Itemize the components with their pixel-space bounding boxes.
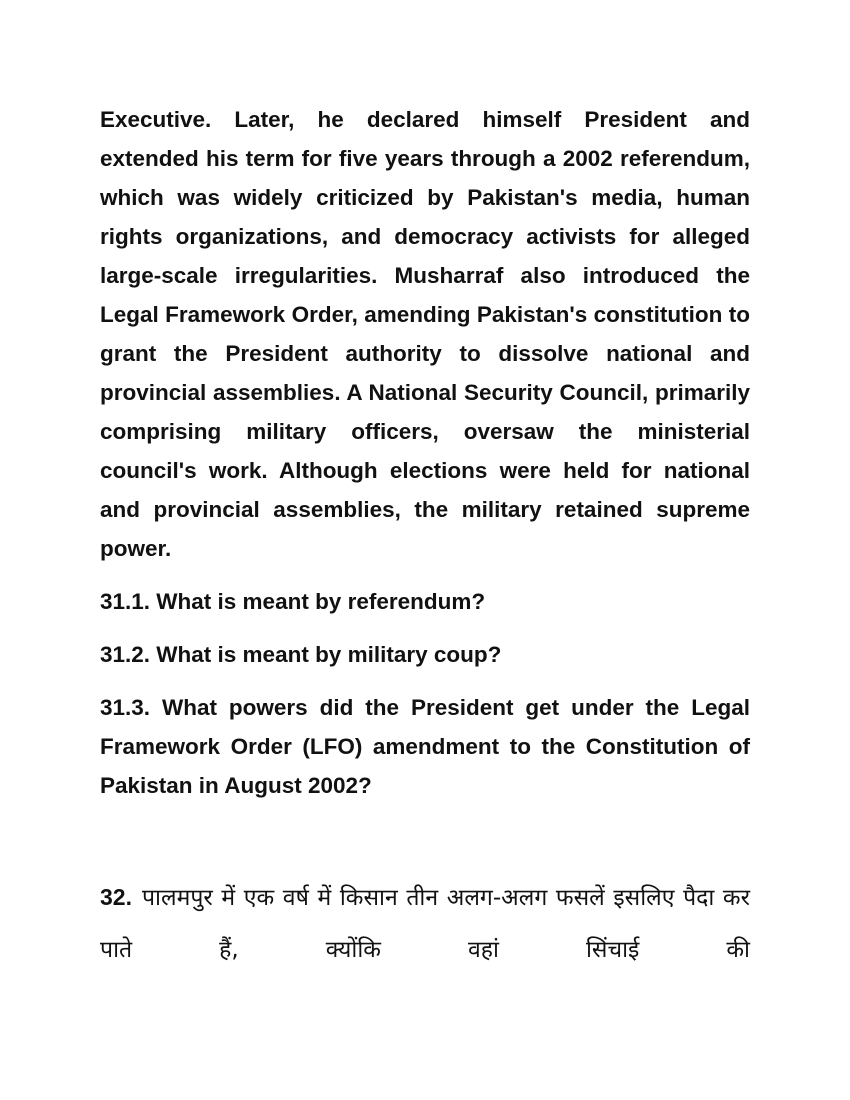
body-paragraph: Executive. Later, he declared himself President and extended his term for five years through a 2002 referendum, which was widely criticized by Pakistan's media, human rights organizations, and democracy activists for alleged large-scale irregularities. Musharraf also introduced the Legal Framework Order, amending Pakistan's constitution to grant the President authority to dissolve national and provincial assemblies. A National Security Council, primarily comprising military officers, oversaw the ministerial council's work. Although elections were held for national and provincial assemblies, the military retained supreme power. <box>100 107 750 561</box>
question-32-hindi <box>100 871 750 976</box>
question-32-text: पालमपुर में एक वर्ष में किसान तीन अलग-अलग फसलें इसलिए पैदा कर पाते हैं, क्योंकि वहां सिंचाई की <box>100 885 750 963</box>
document-page <box>100 100 750 976</box>
question-31-3: 31.3. What powers did the President get under the Legal Framework Order (LFO) amendment to the Constitution of Pakistan in August 2002? <box>100 695 750 798</box>
question-31-1: 31.1. What is meant by referendum? <box>100 589 486 614</box>
question-32-number: 32. <box>100 884 132 910</box>
question-31-2: 31.2. What is meant by military coup? <box>100 642 502 667</box>
